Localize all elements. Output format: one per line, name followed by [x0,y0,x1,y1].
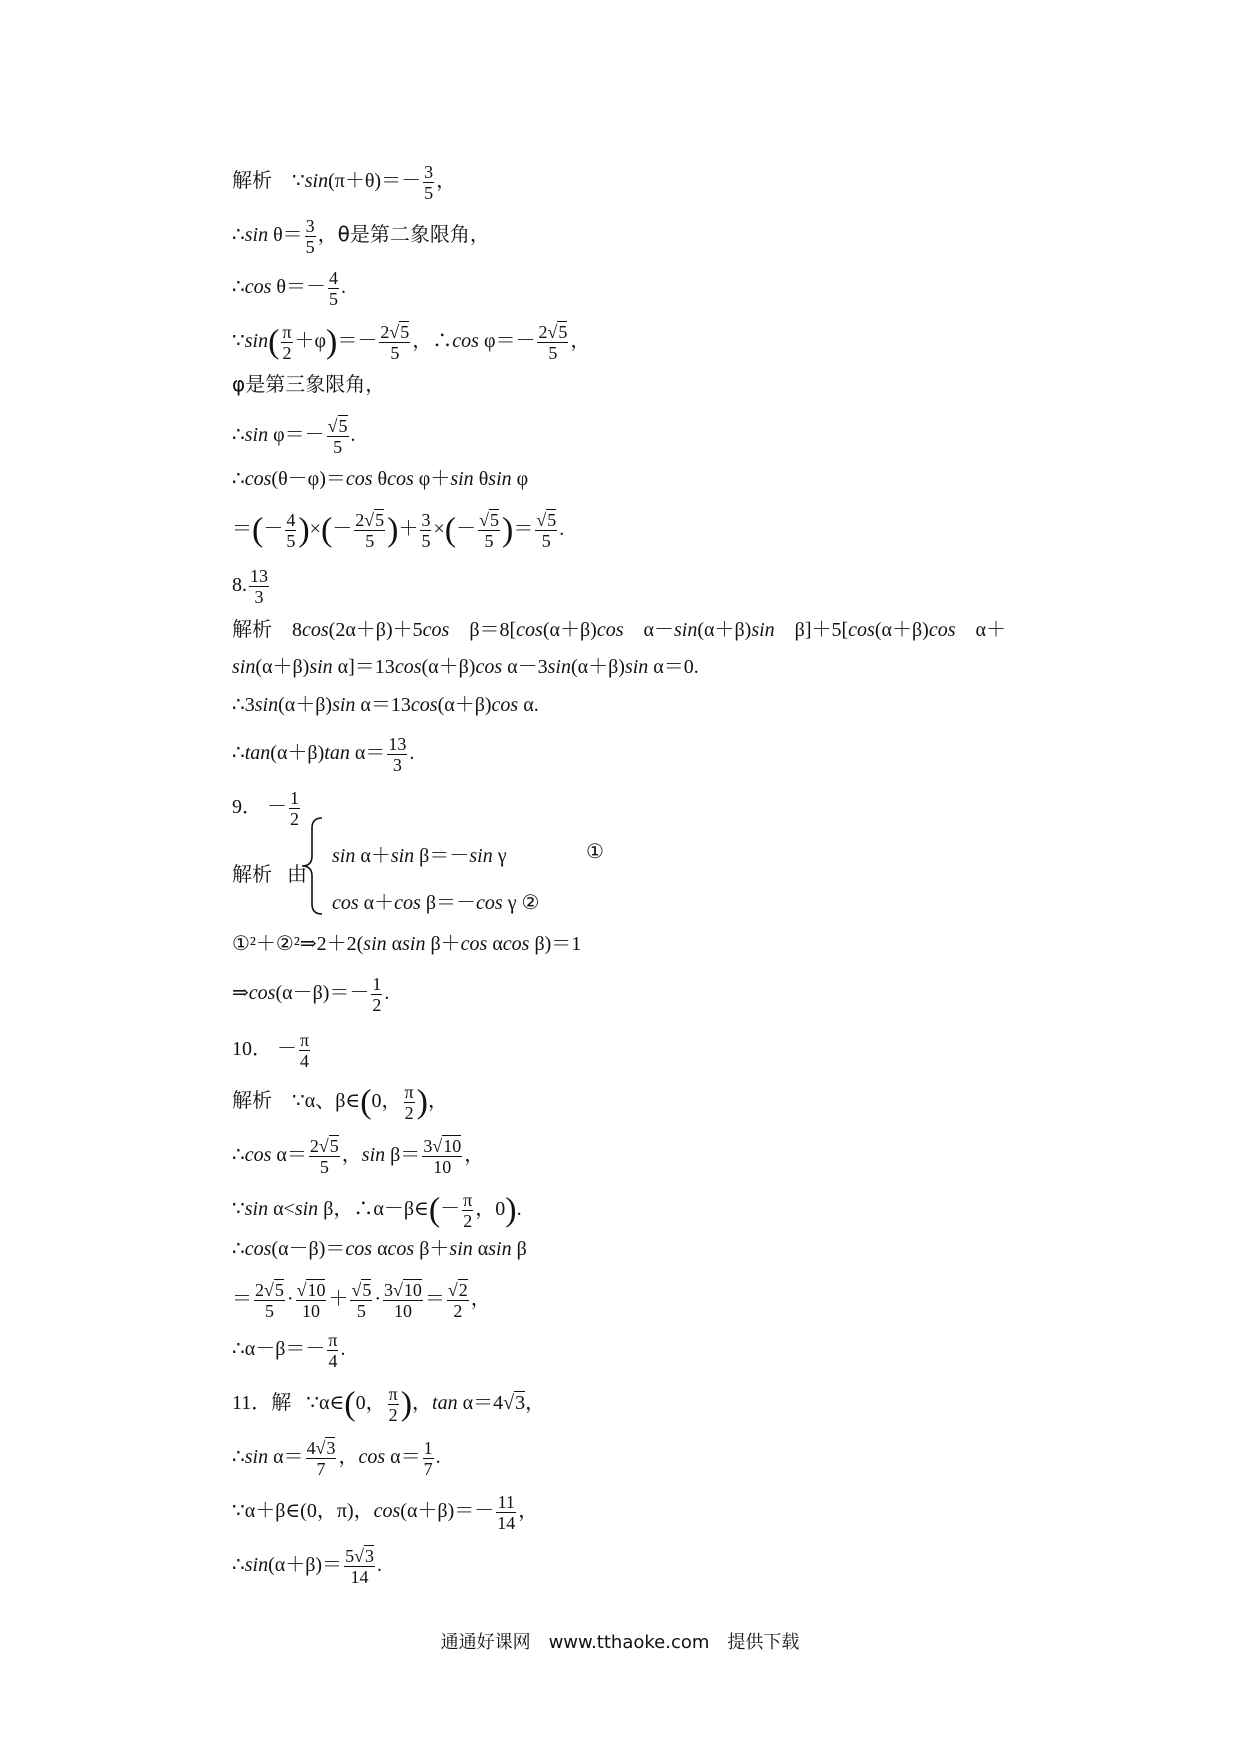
line-8: ＝(－ $\frac{4}{5}$ )×(－ $\frac{2√5}{5}$ )＋ $\frac{3}{5}$ ×(－ $\frac{√5}{5}$ )＝ $\frac{√5}{5}$ . [232,510,565,551]
line-4: ∵sin( $\frac{\pi}{2}$ ＋φ)＝－ $\frac{2√5}{5}$ ，∴cos φ＝－ $\frac{2√5}{5}$ ， [232,322,591,363]
jiexi-label: 解析 [232,617,272,641]
line-2: ∴sin θ＝ $\frac{3}{5}$ ，θ是第二象限角， [232,216,490,257]
line-7: ∴cos(θ－φ)＝cos θcos φ＋sin θsin φ [232,468,529,490]
q8-line-3: ∴3sin(α＋β)sin α＝13cos(α＋β)cos α. [232,694,539,716]
line-1: 解析 ∵sin(π＋θ)＝－ $\frac{3}{5}$ ， [232,162,457,203]
jie-label: 解 [271,1390,292,1415]
q9-number: 9． [232,796,262,819]
q9-line-1: ①²＋②²⇒2＋2(sin αsin β＋cos αcos β)＝1 [232,933,582,955]
q11-line-4: ∴sin(α＋β)＝ $\frac{5√3}{14}$ . [232,1546,382,1587]
q9-system-label [232,862,307,887]
jiexi-label: 解析 [232,862,272,886]
circle-1-marker: ① [586,841,604,863]
quadrant-text-3: φ是第三象限角， [232,372,386,396]
q10-answer: 10． － $\frac{\pi}{4}$ [232,1030,310,1071]
q9-line-2: ⇒cos(α－β)＝－ $\frac{1}{2}$ . [232,974,390,1015]
jiexi-label: 解析 [232,168,272,193]
q8-line-1: 解析 8cos(2α＋β)＋5cos β＝8[cos(α＋β)cos α－sin(α＋β)sin β]＋5[cos(α＋β)cos α＋ [232,617,1006,641]
q10-number: 10． [232,1038,272,1061]
q8-line-2: sin(α＋β)sin α]＝13cos(α＋β)cos α－3sin(α＋β)sin α＝0. [232,656,699,678]
q11-line-2: ∴sin α＝ $\frac{4√3}{7}$ ，cos α＝ $\frac{1}{7}$ . [232,1438,441,1479]
q10-line-1: 解析 ∵α、β∈(0， $\frac{\pi}{2}$ )， [232,1082,448,1123]
q11-number: 11． [232,1392,272,1415]
q8-answer: 8. $\frac{13}{3}$ [232,566,268,607]
line-3: ∴cos θ＝－ $\frac{4}{5}$ . [232,268,346,309]
circle-2-marker: ② [521,892,540,914]
q8-number: 8. [232,574,247,597]
jiexi-label: 解析 [232,1088,272,1113]
system-eq-2: cos α＋cos β＝－cos γ ② [332,892,540,914]
q10-line-6: ∴α－β＝－ $\frac{\pi}{4}$ . [232,1330,346,1371]
q10-line-4: ∴cos(α－β)＝cos αcos β＋sin αsin β [232,1238,527,1260]
you-label: 由 [287,862,307,886]
q10-line-5: ＝ $\frac{2√5}{5}$ · $\frac{√10}{10}$ ＋ $\frac{√5}{5}$ · $\frac{3√10}{10}$ ＝ $\frac{√2}{2}$ ， [232,1280,491,1321]
q11-line-1: 11．解 ∵α∈(0， $\frac{\pi}{2}$ )，tan α＝4√3， [232,1384,546,1425]
q10-line-3: ∵sin α<sin β，∴α－β∈(－ $\frac{\pi}{2}$ ，0). [232,1190,522,1231]
system-eq-1: sin α＋sin β＝－sin γ [332,845,507,867]
q11-line-3: ∵α＋β∈(0，π)，cos(α＋β)＝－ $\frac{11}{14}$ ， [232,1492,539,1533]
page-footer: 通通好课网 www.tthaoke.com 提供下载 [440,1632,800,1653]
q9-answer: 9． － $\frac{1}{2}$ [232,788,299,829]
left-brace [298,816,328,916]
line-5 [232,372,385,397]
q8-line-4: ∴tan(α＋β)tan α＝ $\frac{13}{3}$ . [232,734,415,775]
q10-line-2: ∴cos α＝ $\frac{2√5}{5}$ ，sin β＝ $\frac{3√10}{10}$ ， [232,1136,485,1177]
quadrant-text-2: θ是第二象限角， [337,222,490,247]
line-6: ∴sin φ＝－ $\frac{√5}{5}$ . [232,416,356,457]
